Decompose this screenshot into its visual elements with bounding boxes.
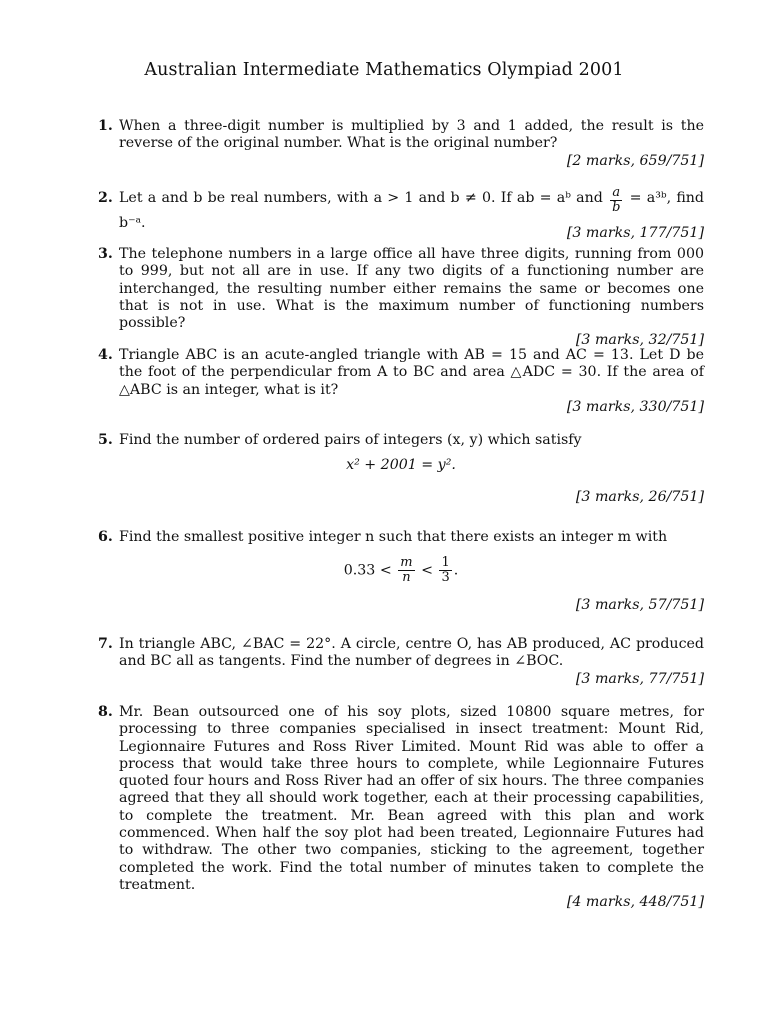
problem-text: In triangle ABC, ∠BAC = 22°. A circle, centre O, has AB produced, AC produced and BC all as tangents. Find the number of degrees in ∠BOC. <box>119 636 704 670</box>
problem-3 <box>98 246 704 350</box>
problem-marks: [4 marks, 448/751] <box>566 894 704 911</box>
problem-text: The telephone numbers in a large office all have three digits, running from 000 to 999, but not all are in use. If any two digits of a functioning number are interchanged, the resulting number either remains the same or becomes one that is not in use. What is the maximum number of functioning numbers possible? <box>119 246 704 332</box>
problem-number: 2. <box>98 190 113 206</box>
problem-6 <box>98 529 704 615</box>
problem-text: When a three-digit number is multiplied by 3 and 1 added, the result is the reverse of the original number. What is the original number? <box>119 118 704 152</box>
problem-number: 8. <box>98 704 113 720</box>
fraction-numerator: m <box>400 555 413 571</box>
problem-number: 4. <box>98 347 113 363</box>
problem-number: 6. <box>98 529 113 545</box>
problem-number: 7. <box>98 636 113 652</box>
problem-1 <box>98 118 704 170</box>
problem-marks: [3 marks, 330/751] <box>566 398 704 415</box>
problem-text-part: Let a and b be real numbers, with a > 1 and b ≠ 0. If ab = aᵇ and <box>119 190 603 206</box>
problem-text: Find the number of ordered pairs of integers (x, y) which satisfy <box>119 432 582 448</box>
problem-number: 1. <box>98 118 113 134</box>
problem-marks: [3 marks, 177/751] <box>566 225 704 242</box>
fraction-denominator: n <box>402 570 411 586</box>
inequality-left: 0.33 < <box>343 562 392 579</box>
fraction-denominator: b <box>612 200 621 215</box>
inequality-middle: < <box>421 562 433 579</box>
problem-marks: [3 marks, 32/751] <box>575 332 704 349</box>
problem-text-part: = a³ᵇ, find b⁻ᵃ. <box>119 190 705 231</box>
problem-4 <box>98 347 704 416</box>
inequality-end: . <box>453 562 459 579</box>
problem-7 <box>98 636 704 688</box>
problem-text: Triangle ABC is an acute-angled triangle with AB = 15 and AC = 13. Let D be the foot of the perpendicular from A to BC and area △ADC = 30. If the area of △ABC is an integer, what is it? <box>119 347 704 398</box>
fraction <box>610 186 622 215</box>
fraction-one-third <box>439 556 451 585</box>
fraction-m-over-n <box>398 556 414 585</box>
display-equation: x² + 2001 = y². <box>346 457 456 474</box>
problem-marks: [2 marks, 659/751] <box>566 152 704 169</box>
problem-marks: [3 marks, 57/751] <box>575 597 704 614</box>
problem-marks: [3 marks, 26/751] <box>575 488 704 505</box>
problem-5 <box>98 432 704 506</box>
problem-8 <box>98 704 704 912</box>
fraction-numerator: 1 <box>441 555 450 571</box>
page-title: Australian Intermediate Mathematics Olympiad 2001 <box>144 60 624 80</box>
problem-text: Mr. Bean outsourced one of his soy plots, sized 10800 square metres, for processing to three companies specialised in insect treatment: Mount Rid, Legionnaire Futures and Ross River Limited. Mount Rid was able to offer a process that would take three hours to complete, while Legionnaire Futures quoted four hours and Ross River had an offer of six hours. The three companies agreed that they all should work together, each at their processing capabilities, to complete the treatment. Mr. Bean agreed with this plan and work commenced. When half the soy plot had been treated, Legionnaire Futures had to withdraw. The other two companies, sticking to the agreement, together completed the work. Find the total number of minutes taken to complete the treatment. <box>119 704 704 893</box>
problem-number: 5. <box>98 432 113 448</box>
problem-2 <box>98 186 704 243</box>
problem-marks: [3 marks, 77/751] <box>575 670 704 687</box>
problem-text: Find the smallest positive integer n such that there exists an integer m with <box>119 529 668 545</box>
display-inequality <box>98 556 704 585</box>
problem-number: 3. <box>98 246 113 262</box>
fraction-numerator: a <box>610 186 622 201</box>
fraction-denominator: 3 <box>441 570 450 586</box>
